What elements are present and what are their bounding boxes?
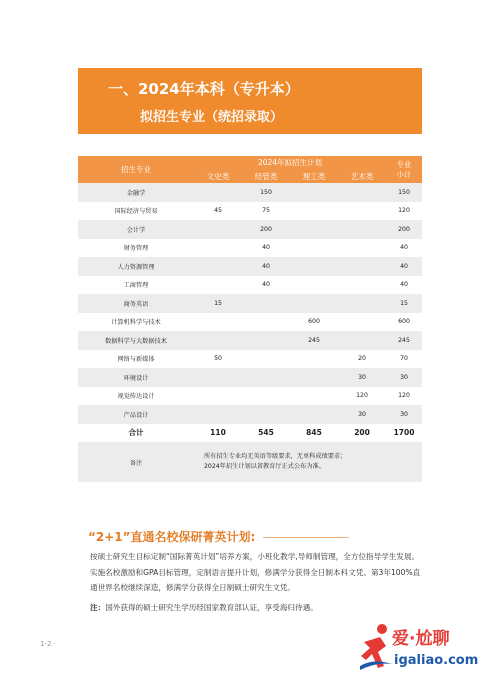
plan-cell xyxy=(338,313,386,332)
note-line: 所有招生专业均无英语等级要求，无单科成绩要求； xyxy=(204,453,347,460)
table-row xyxy=(78,313,422,332)
plan-cell: 40 xyxy=(242,239,290,258)
subtotal-cell: 40 xyxy=(386,239,422,258)
header-subtotal: 专业小计 xyxy=(386,156,422,183)
plan-cell: 40 xyxy=(242,276,290,295)
plan-cell xyxy=(242,294,290,313)
table-row xyxy=(78,368,422,387)
total-cell: 110 xyxy=(194,424,242,443)
major-name: 商务英语 xyxy=(78,294,194,313)
note-label: 注： xyxy=(90,603,106,612)
plan-cell xyxy=(194,276,242,295)
plan-cell xyxy=(242,350,290,369)
table-row xyxy=(78,257,422,276)
subheader-category: 艺术类 xyxy=(338,169,386,183)
plan-cell xyxy=(194,405,242,424)
plan-cell xyxy=(194,387,242,406)
major-name: 产品设计 xyxy=(78,405,194,424)
total-cell: 545 xyxy=(242,424,290,443)
subtotal-cell: 15 xyxy=(386,294,422,313)
major-name: 环境设计 xyxy=(78,368,194,387)
table-row xyxy=(78,387,422,406)
plan-cell xyxy=(290,294,338,313)
plan-cell xyxy=(242,313,290,332)
table-header xyxy=(78,156,422,183)
plan-cell xyxy=(338,220,386,239)
plan-cell xyxy=(338,331,386,350)
title-rule xyxy=(263,537,349,538)
page-number: 1-2 · xyxy=(40,640,56,648)
table-row xyxy=(78,294,422,313)
major-name: 数据科学与大数据技术 xyxy=(78,331,194,350)
plan-cell: 50 xyxy=(194,350,242,369)
subtotal-cell: 30 xyxy=(386,368,422,387)
total-cell: 1700 xyxy=(386,424,422,443)
plan-cell xyxy=(338,239,386,258)
note-label-cell: 备注 xyxy=(78,442,194,482)
plan-cell xyxy=(194,331,242,350)
total-label: 合计 xyxy=(78,424,194,443)
subtotal-cell: 120 xyxy=(386,202,422,221)
plan-cell: 200 xyxy=(242,220,290,239)
plan-cell xyxy=(242,331,290,350)
plan-cell xyxy=(242,368,290,387)
table-row xyxy=(78,350,422,369)
table-row xyxy=(78,405,422,424)
plan-cell: 150 xyxy=(242,183,290,202)
enrollment-plan-table xyxy=(78,156,422,482)
plan-cell: 20 xyxy=(338,350,386,369)
header-plan: 2024年拟招生计划 xyxy=(194,156,386,169)
major-name: 人力资源管理 xyxy=(78,257,194,276)
subtotal-cell: 150 xyxy=(386,183,422,202)
table-row xyxy=(78,202,422,221)
major-name: 工商管理 xyxy=(78,276,194,295)
plan-cell xyxy=(290,183,338,202)
table-row xyxy=(78,183,422,202)
plan-cell xyxy=(194,220,242,239)
table-row xyxy=(78,220,422,239)
section-paragraph: 按硕士研究生目标定制“国际菁英计划”培养方案，小班化教学,导师制管理，全方位指导学生发展。实施名校激励和GPA目标管理，定制语言提升计划，修满学分获得全日制本科文凭。第3年100%直通世界名校继续深造，修满学分获得全日制硕士研究生文凭。 xyxy=(90,552,421,592)
plan-cell xyxy=(194,257,242,276)
table-row xyxy=(78,276,422,295)
subtotal-cell: 40 xyxy=(386,276,422,295)
banner-subtitle: 拟招生专业（统招录取） xyxy=(140,110,284,125)
plan-cell: 600 xyxy=(290,313,338,332)
total-cell: 845 xyxy=(290,424,338,443)
subtotal-cell: 30 xyxy=(386,405,422,424)
title-banner xyxy=(78,68,422,134)
plan-cell xyxy=(290,239,338,258)
plan-cell xyxy=(290,276,338,295)
plan-cell: 30 xyxy=(338,368,386,387)
plan-cell xyxy=(338,202,386,221)
subheader-category: 理工类 xyxy=(290,169,338,183)
subtotal-cell: 200 xyxy=(386,220,422,239)
table-row xyxy=(78,239,422,258)
plan-cell xyxy=(338,183,386,202)
banner-title: 一、2024年本科（专升本） xyxy=(108,80,300,98)
plan-cell: 30 xyxy=(338,405,386,424)
section-title: “2+1”直通名校保研菁英计划: xyxy=(88,528,349,545)
subheader-category: 经管类 xyxy=(242,169,290,183)
plan-cell xyxy=(290,350,338,369)
subtotal-cell: 600 xyxy=(386,313,422,332)
table-row xyxy=(78,331,422,350)
runner-logo-icon xyxy=(356,622,396,672)
plan-cell xyxy=(290,368,338,387)
major-name: 财务管理 xyxy=(78,239,194,258)
major-name: 金融学 xyxy=(78,183,194,202)
plan-cell xyxy=(194,239,242,258)
plan-cell: 245 xyxy=(290,331,338,350)
note-cell xyxy=(194,442,422,482)
plan-cell: 120 xyxy=(338,387,386,406)
table-body xyxy=(78,183,422,482)
plan-cell xyxy=(242,387,290,406)
major-name: 网络与新媒体 xyxy=(78,350,194,369)
major-name: 计算机科学与技术 xyxy=(78,313,194,332)
plan-cell xyxy=(338,257,386,276)
plan-cell xyxy=(290,202,338,221)
plan-cell xyxy=(338,294,386,313)
subtotal-cell: 245 xyxy=(386,331,422,350)
plan-cell: 45 xyxy=(194,202,242,221)
plan-cell: 75 xyxy=(242,202,290,221)
plan-cell xyxy=(194,313,242,332)
subtotal-cell: 40 xyxy=(386,257,422,276)
total-row xyxy=(78,424,422,443)
plan-cell xyxy=(290,257,338,276)
watermark-url: igaliao.com xyxy=(394,653,479,668)
subtotal-cell: 70 xyxy=(386,350,422,369)
plan-cell xyxy=(290,220,338,239)
plan-cell xyxy=(338,276,386,295)
plan-cell xyxy=(290,405,338,424)
note-text: 国外获得的硕士研究生学历经国家教育部认证，享受海归待遇。 xyxy=(105,603,318,612)
plan-cell xyxy=(242,405,290,424)
watermark xyxy=(356,622,496,678)
section-note xyxy=(90,601,422,615)
note-row xyxy=(78,442,422,482)
plan-cell xyxy=(194,183,242,202)
plan-cell: 15 xyxy=(194,294,242,313)
subtotal-cell: 120 xyxy=(386,387,422,406)
plan-cell xyxy=(194,368,242,387)
plan-cell: 40 xyxy=(242,257,290,276)
note-line: 2024年招生计划以省教育厅正式公布为准。 xyxy=(204,463,325,470)
total-cell: 200 xyxy=(338,424,386,443)
major-name: 会计学 xyxy=(78,220,194,239)
subheader-category: 文史类 xyxy=(194,169,242,183)
header-major: 招生专业 xyxy=(78,156,194,183)
plan-cell xyxy=(290,387,338,406)
major-name: 视觉传达设计 xyxy=(78,387,194,406)
major-name: 国际经济与贸易 xyxy=(78,202,194,221)
watermark-text: 爱·尬聊 xyxy=(392,629,450,649)
